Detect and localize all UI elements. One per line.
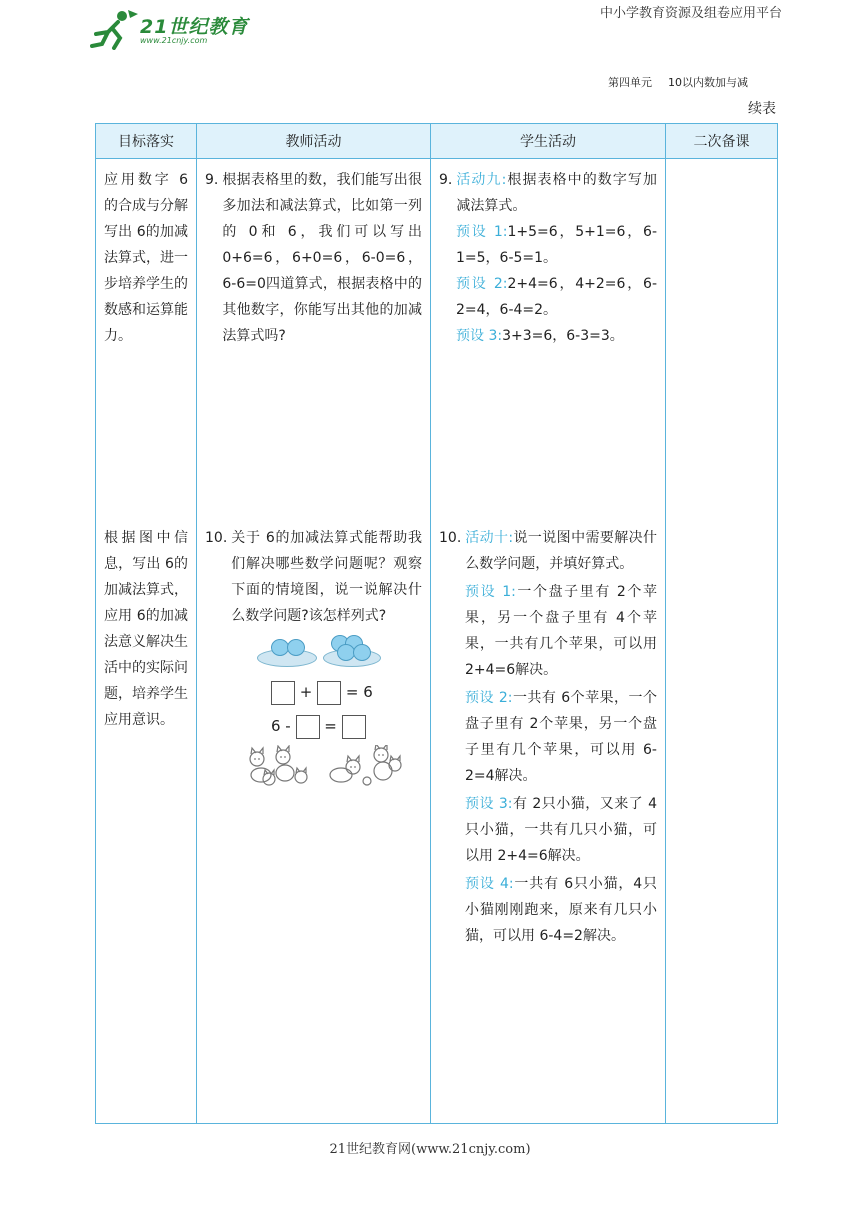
lesson-table: [95, 123, 778, 1124]
goal-cell: [96, 517, 197, 1124]
col-goal: 目标落实: [96, 124, 197, 159]
preset-label: 预设 1:: [456, 224, 508, 240]
footer: 21世纪教育网(www.21cnjy.com): [329, 1142, 531, 1157]
preset-item: [439, 871, 657, 949]
table-row: [96, 517, 778, 1124]
preset-text: 有 2只小猫，又来了 4只小猫，一共有几只小猫，可以用 2+4=6解决。: [465, 796, 657, 864]
logo-text: 21世纪教育: [140, 16, 249, 38]
platform-title: 中小学教育资源及组卷应用平台: [599, 6, 782, 21]
six-minus: 6 -: [271, 717, 291, 735]
teacher-cell: [197, 517, 431, 1124]
situation-illustration: [219, 635, 419, 785]
runner-logo-icon: [88, 8, 140, 50]
item-number: 9.: [439, 172, 453, 188]
preset-item: [439, 579, 657, 683]
topic-label: 10以内数加与减: [668, 76, 748, 89]
item-number: 9.: [205, 172, 219, 188]
col-student: 学生活动: [431, 124, 666, 159]
table-row: [96, 159, 778, 518]
preset-text: 2+4=6，4+2=6，6-2=4，6-4=2。: [456, 276, 658, 318]
preset-label: 预设 4:: [465, 876, 514, 892]
goal-cell: [96, 159, 197, 518]
preset-item: [439, 685, 657, 789]
addition-equation: [271, 679, 373, 705]
item-number: 10.: [205, 530, 228, 546]
goal-text: 根据图中信息，写出 6的加减法算式，应用 6的加减法意义解决生活中的实际问题，培养学生应用意识。: [104, 530, 188, 728]
student-cell: [431, 159, 666, 518]
subtraction-equation: [271, 713, 366, 739]
apple-icon: [287, 639, 305, 656]
col-teacher: 教师活动: [197, 124, 431, 159]
table-header-row: [96, 124, 778, 159]
preset-label: 预设 3:: [456, 328, 503, 344]
equals-sign: =: [324, 717, 337, 735]
preset-text: 一个盘子里有 2个苹果，另一个盘子里有 4个苹果，一共有几个苹果，可以用 2+4=6解决。: [465, 584, 658, 678]
teacher-text: 根据表格里的数，我们能写出很多加法和减法算式，比如第一列的 0和 6，我们可以写出 0+6=6，6+0=6，6-0=6，6-6=0四道算式，根据表格中的其他数字，你能写出其他的加减法算式吗?: [222, 172, 422, 344]
equals-six: = 6: [345, 683, 373, 701]
plus-sign: +: [299, 683, 313, 701]
preset-label: 预设 3:: [465, 796, 513, 812]
answer-box[interactable]: [296, 715, 320, 739]
preset-item: [439, 791, 657, 869]
preset-text: 1+5=6，5+1=6，6-1=5，6-5=1。: [456, 224, 658, 266]
kittens-icon: [245, 745, 425, 789]
item-number: 10.: [439, 530, 462, 546]
preset-item: [439, 323, 657, 349]
answer-box[interactable]: [317, 681, 341, 705]
activity-label: 活动十:: [465, 530, 514, 546]
preset-label: 预设 1:: [465, 584, 516, 600]
activity-text: 根据表格中的数字写加减法算式。: [456, 172, 658, 214]
preset-text: 一共有 6只小猫，4只小猫刚刚跑来，原来有几只小猫，可以用 6-4=2解决。: [465, 876, 658, 944]
notes-cell: [666, 517, 778, 1124]
activity-text: 说一说图中需要解决什么数学问题，并填好算式。: [465, 530, 657, 572]
activity-label: 活动九:: [456, 172, 507, 188]
preset-label: 预设 2:: [456, 276, 508, 292]
notes-cell: [666, 159, 778, 518]
preset-item: [439, 219, 657, 271]
continued-label: 续表: [748, 101, 776, 117]
preset-text: 3+3=6，6-3=3。: [502, 328, 624, 344]
unit-heading: [608, 74, 764, 90]
goal-text: 应用数字 6 的合成与分解写出 6的加减法算式，进一步培养学生的数感和运算能力。: [104, 172, 188, 344]
teacher-cell: [197, 159, 431, 518]
student-cell: [431, 517, 666, 1124]
preset-label: 预设 2:: [465, 690, 513, 706]
preset-item: [439, 271, 657, 323]
answer-box[interactable]: [271, 681, 295, 705]
answer-box[interactable]: [342, 715, 366, 739]
col-notes: 二次备课: [666, 124, 778, 159]
preset-text: 一共有 6个苹果，一个盘子里有 2个苹果，另一个盘子里有几个苹果，可以用 6-2=4解决。: [465, 690, 657, 784]
unit-label: 第四单元: [608, 76, 652, 89]
logo-url: www.21cnjy.com: [140, 36, 208, 45]
apple-icon: [353, 644, 371, 661]
teacher-text: 关于 6的加减法算式能帮助我们解决哪些数学问题呢？观察下面的情境图，说一说解决什么数学问题?该怎样列式?: [231, 530, 422, 624]
